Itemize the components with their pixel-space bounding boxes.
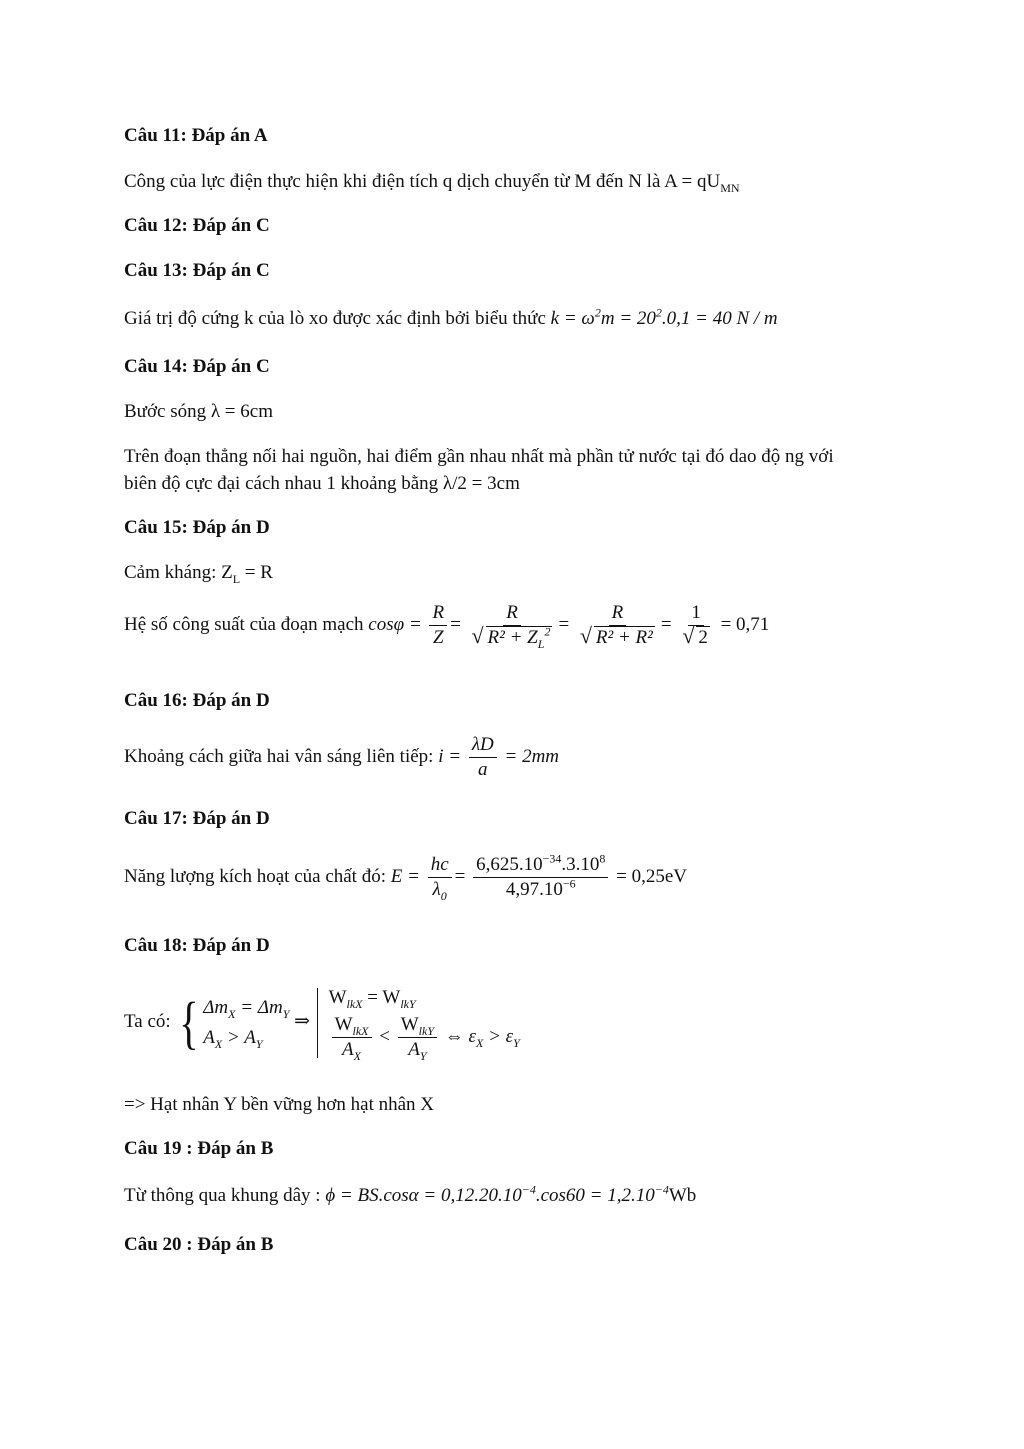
q15-frac1 (429, 601, 447, 650)
q19-formula-c: Wb (668, 1185, 697, 1206)
q13-text (124, 307, 778, 331)
q14-text1: Bước sóng λ = 6cm (124, 401, 273, 422)
q18-r2-den-b-sub: Y (419, 1048, 427, 1063)
q17-result: = 0,25eV (616, 865, 687, 887)
q18-r2-end-mid: > ε (483, 1025, 514, 1047)
q17-text: Năng lượng kích hoạt của chất đó: (124, 865, 386, 887)
q18-r2-den: A (342, 1039, 354, 1060)
q15-text1 (124, 561, 273, 585)
q13-formula-b: m = 20 (600, 308, 656, 329)
q15-f3-num: R (609, 601, 627, 626)
q17-frac1 (428, 853, 452, 902)
q15-f2-den (469, 626, 556, 650)
q14-text2: Trên đoạn thẳng nối hai nguồn, hai điểm gần nhau nhất mà phần tử nước tại đó dao độ ng với (124, 446, 834, 467)
q14-heading: Câu 14: Đáp án C (124, 356, 270, 377)
q17-frac2 (473, 853, 608, 902)
q18-r2 (329, 1013, 520, 1062)
q20-heading: Câu 20 : Đáp án B (124, 1234, 274, 1255)
q19-formula (325, 1182, 697, 1206)
q18-row2-mid: > A (222, 1026, 256, 1048)
q15-heading: Câu 15: Đáp án D (124, 517, 270, 538)
q18-r2-end-a: ⇔ ε (444, 1025, 476, 1047)
q16-frac (469, 733, 497, 782)
q18-r2-den-sub: X (353, 1048, 361, 1063)
q15-formula-line: Hệ số công suất của đoạn mạch cosφ = $\frac{R}{Z}$ = R √ $R^2 + Z_L^2$ = R √ R² + R² = 1 √ 2 = 0,71 (124, 601, 769, 650)
q15-text2: Hệ số công suất của đoạn mạch (124, 613, 364, 635)
q16-lhs: i = (438, 745, 462, 767)
q17-f1-den-sub: 0 (440, 888, 447, 903)
q18-heading: Câu 18: Đáp án D (124, 935, 270, 956)
q18-conclusion: => Hạt nhân Y bền vững hơn hạt nhân X (124, 1094, 435, 1115)
q18-system-right (329, 983, 520, 1062)
q15-text1-a: Cảm kháng: Z (124, 562, 233, 583)
q18-r1-mid: = W (362, 987, 401, 1008)
q18-arrow: ⇒ (294, 1010, 311, 1032)
q17-f2-num-sup-b: 8 (599, 851, 606, 866)
q18-row2 (203, 1023, 289, 1053)
q13-sup-b: 2 (655, 305, 662, 320)
q19-sup-b: −4 (654, 1182, 669, 1197)
q17-f1-den-text: λ (432, 879, 441, 900)
q13-formula-c: .0,1 = 40 N / m (661, 308, 778, 329)
q18-row1-a: Δm (203, 996, 229, 1018)
q11-text (124, 170, 740, 194)
q15-frac3 (577, 601, 658, 650)
q18-text: Ta có: (124, 1010, 171, 1032)
q13-formula-a: k = ω (550, 308, 595, 329)
q15-f2-den-text: R² + Z (487, 627, 538, 648)
q18-r2-num-sub: lkX (352, 1023, 369, 1038)
q15-f3-den (577, 626, 658, 650)
q18-r2-num-b: W (400, 1014, 419, 1035)
q18-row2-sub-b: Y (255, 1036, 263, 1051)
q12-heading: Câu 12: Đáp án C (124, 215, 270, 236)
q17-formula-line: Năng lượng kích hoạt của chất đó: E = $\frac{hc}{\lambda_0}$ = $\frac{6,625.10^{-34}.3.10^8}{4,97.10^{-6}}$ = 0,25eV (124, 851, 687, 903)
q15-f1-num: R (429, 601, 447, 626)
q17-f2-num-sup: −34 (542, 851, 562, 866)
q15-result: = 0,71 (720, 613, 770, 635)
q17-heading: Câu 17: Đáp án D (124, 808, 270, 829)
q18-row1-sub-b: Y (282, 1006, 290, 1021)
q18-r1-sub-b: lkY (400, 996, 416, 1011)
q18-formula-line (124, 983, 520, 1062)
q18-left-brace: { (179, 989, 200, 1055)
q17-f2-num-b: .3.10 (561, 854, 600, 875)
q14-text3: biên độ cực đại cách nhau 1 khoảng bằng λ/2 = 3cm (124, 473, 520, 494)
q18-r2-frac2 (398, 1013, 437, 1062)
q19-heading: Câu 19 : Đáp án B (124, 1138, 274, 1159)
q19-text: Từ thông qua khung dây : (124, 1185, 321, 1206)
q13-body: Giá trị độ cứng k của lò xo được xác định bởi biểu thức (124, 308, 546, 329)
q11-body: Công của lực điện thực hiện khi điện tích q dịch chuyển từ M đến N là A = qU (124, 171, 721, 192)
q13-sup-a: 2 (594, 305, 601, 320)
q16-num: λD (469, 733, 497, 758)
q18-r2-frac1 (332, 1013, 372, 1062)
q15-text1-end: = R (240, 562, 273, 583)
q15-cos: cosφ = (368, 613, 422, 635)
q17-f2-num (473, 853, 608, 878)
q15-frac4 (679, 601, 713, 650)
q16-formula-line (124, 733, 559, 782)
q18-r2-lt: < (379, 1025, 390, 1047)
q13-heading: Câu 13: Đáp án C (124, 260, 270, 281)
q18-row1-mid: = Δm (235, 996, 283, 1018)
q18-row1-sub-a: X (228, 1006, 236, 1021)
q15-f4-den-text: 2 (698, 627, 708, 648)
q18-row2-sub-a: X (214, 1036, 223, 1051)
q16-heading: Câu 16: Đáp án D (124, 690, 270, 711)
q18-row2-a: A (203, 1026, 215, 1048)
q11-heading: Câu 11: Đáp án A (124, 125, 268, 146)
q19-sup-a: −4 (521, 1182, 536, 1197)
q18-system-left (175, 989, 290, 1055)
q17-lhs: E = (390, 865, 420, 887)
q18-right-bar (317, 988, 318, 1058)
q17-f1-den (430, 878, 450, 902)
q11-sub: MN (720, 180, 740, 195)
q18-r2-den-b: A (408, 1039, 420, 1060)
q18-r2-end-sub-b: Y (513, 1035, 520, 1050)
q16-result: = 2mm (504, 745, 560, 767)
q15-f2-num: R (503, 601, 521, 626)
q18-r2-num: W (334, 1014, 353, 1035)
q15-text1-sub: L (232, 571, 241, 586)
q17-f2-num-a: 6,625.10 (476, 854, 543, 875)
q18-r2-end (444, 1025, 520, 1050)
q17-f1-num: hc (428, 853, 452, 878)
q18-r1-a: W (328, 987, 347, 1008)
q15-f4-den (679, 626, 713, 650)
q13-formula (550, 305, 778, 329)
q15-f3-den-text: R² + R² (595, 627, 653, 648)
q17-f2-den-text: 4,97.10 (505, 879, 563, 900)
q18-r2-end-sub: X (476, 1035, 484, 1050)
q16-den: a (478, 759, 488, 780)
q18-row1 (203, 993, 289, 1023)
q18-r1-sub: lkX (346, 996, 363, 1011)
q15-frac2 (469, 601, 556, 650)
q16-text: Khoảng cách giữa hai vân sáng liên tiếp: (124, 745, 434, 767)
q18-r2-num-b-sub: lkY (418, 1023, 434, 1038)
q17-f2-den (503, 878, 579, 902)
q18-r1 (329, 983, 520, 1013)
q19-formula-b: .cos60 = 1,2.10 (535, 1185, 655, 1206)
q15-f2-den-sub: L (537, 636, 545, 651)
q15-f2-den-sup: 2 (544, 624, 551, 639)
q19-formula-a: ϕ = BS.cosα = 0,12.20.10 (325, 1185, 522, 1206)
q19-formula-line (124, 1184, 696, 1208)
q17-f2-den-sup: −6 (562, 876, 576, 891)
q15-f1-den: Z (432, 627, 444, 648)
q15-f4-num: 1 (688, 601, 704, 626)
